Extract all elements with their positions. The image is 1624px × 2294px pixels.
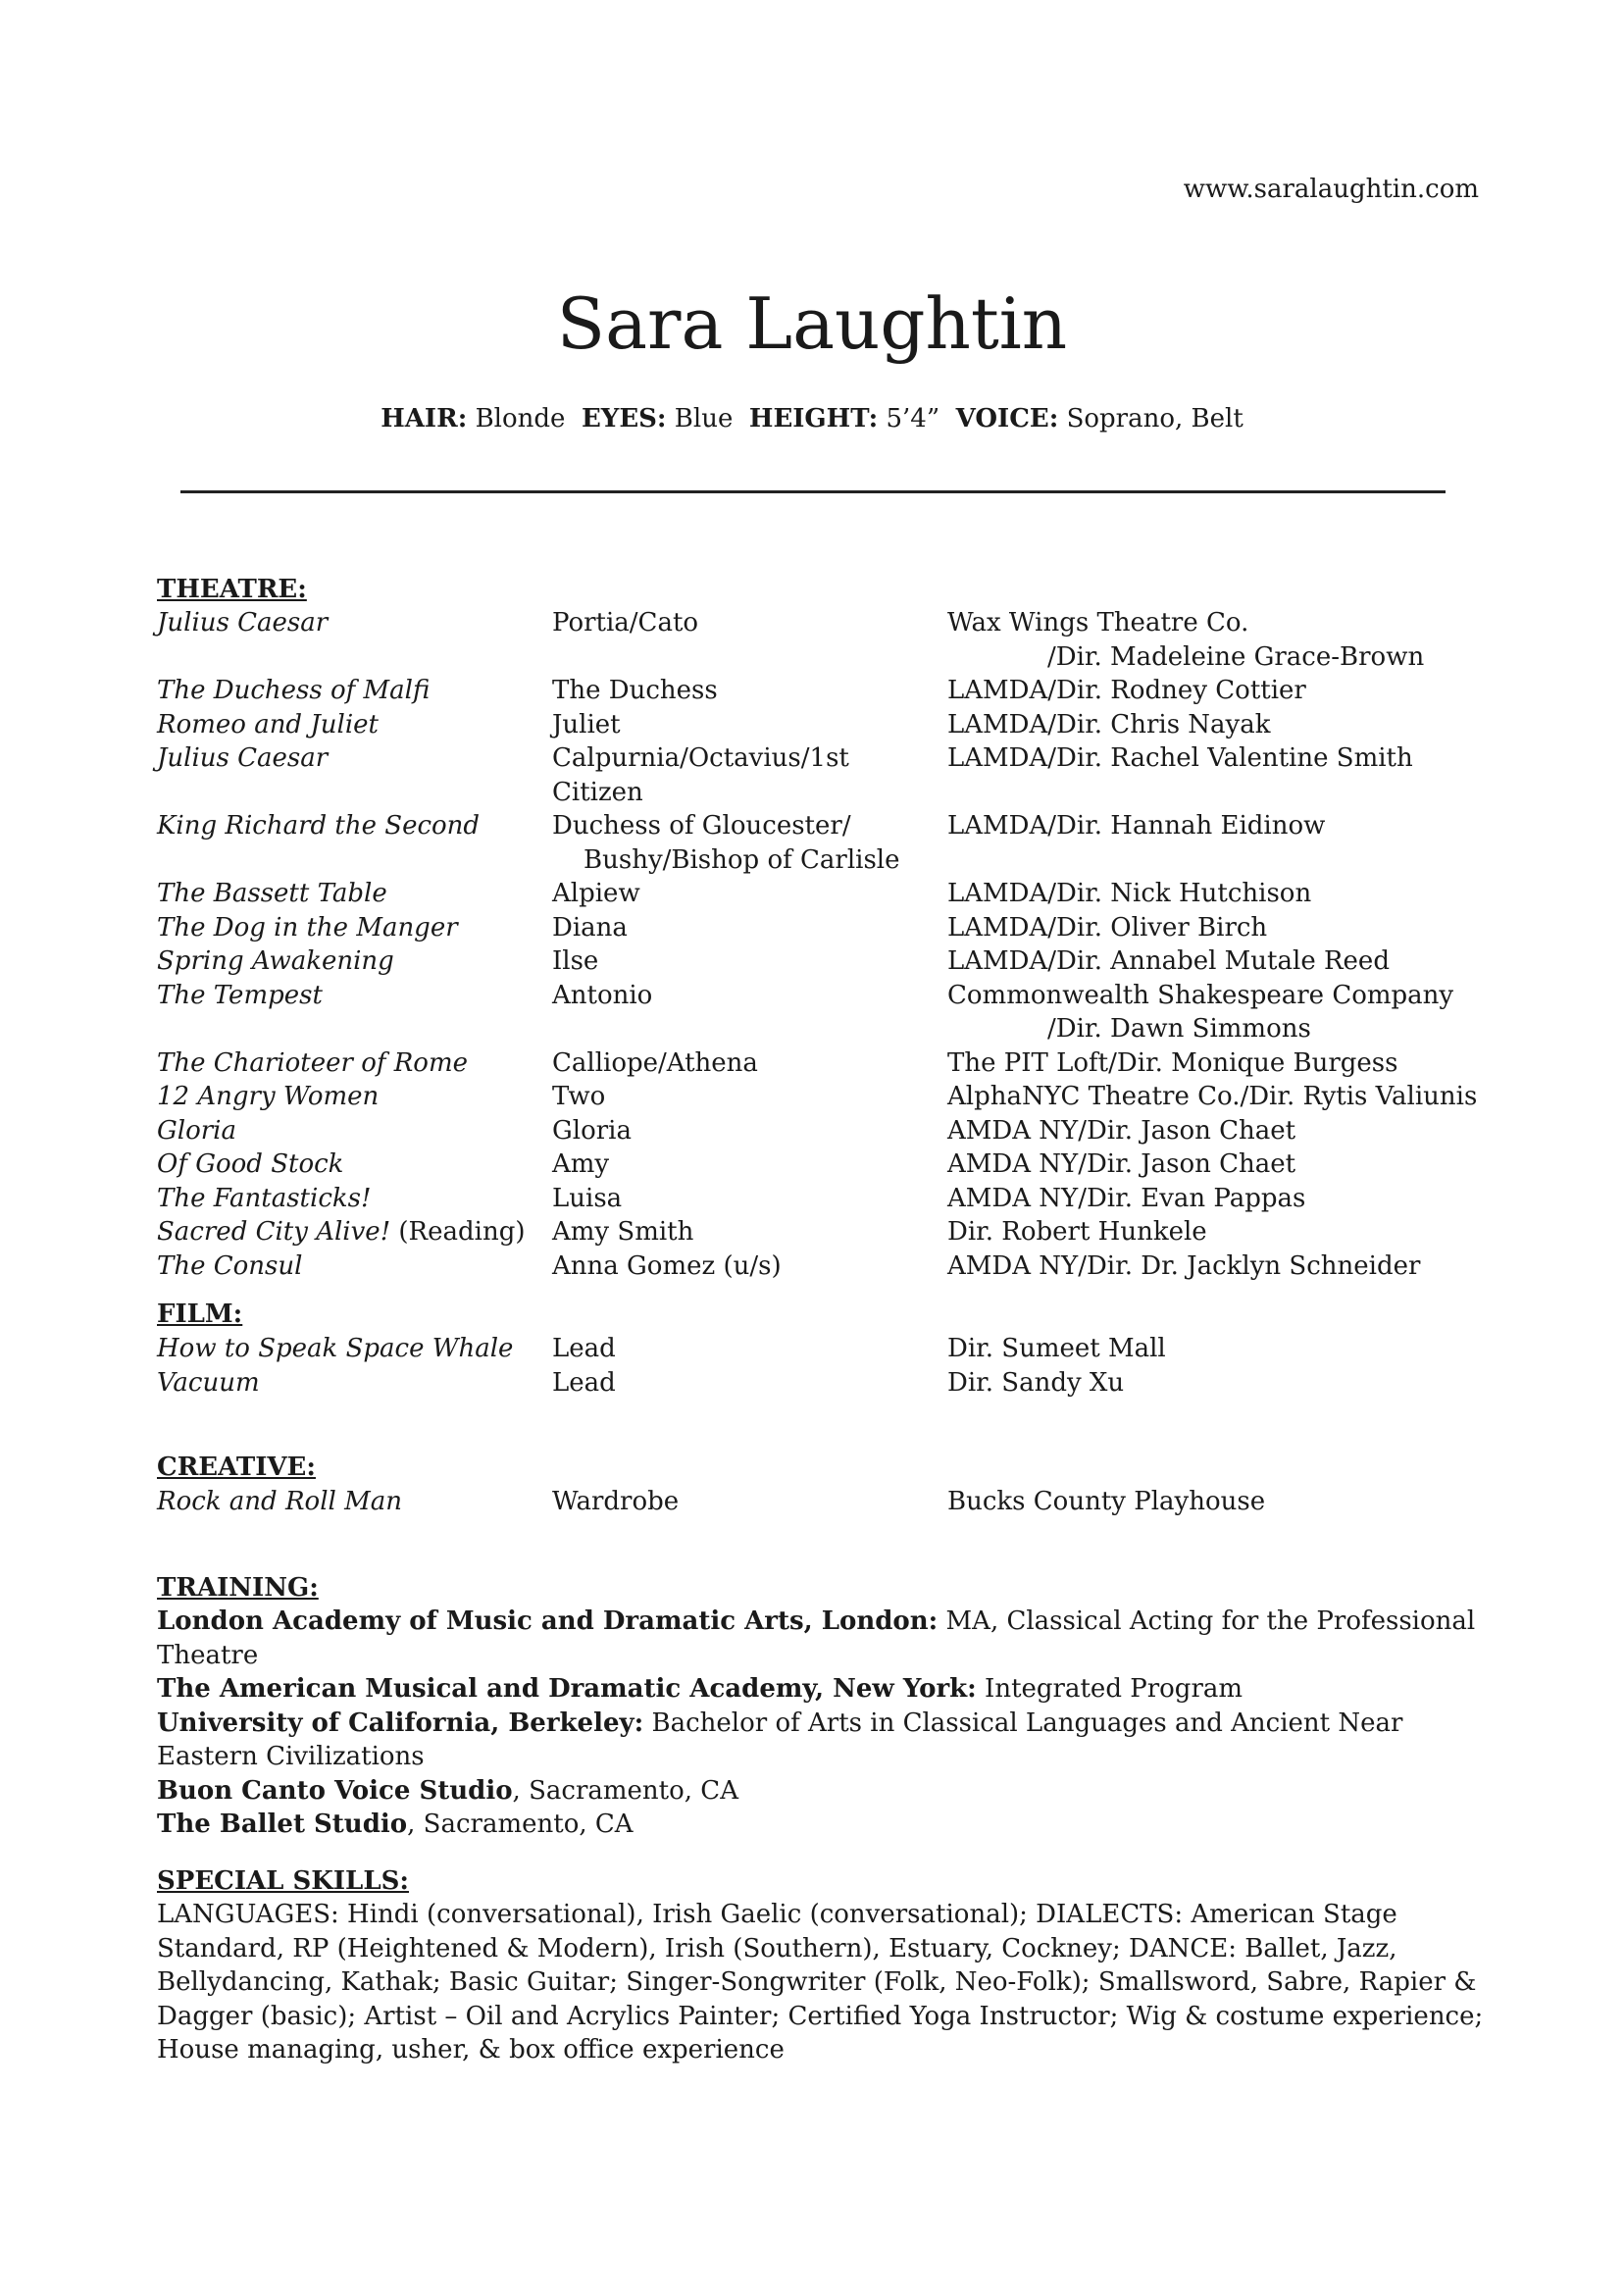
credit-role-cell — [552, 1249, 947, 1284]
credit-row — [157, 877, 1491, 911]
credit-title-cell — [157, 877, 552, 911]
credit-role-cell — [552, 1215, 947, 1249]
credit-title: The Tempest — [157, 980, 323, 1010]
credit-row — [157, 708, 1491, 742]
credit-title: The Bassett Table — [157, 879, 387, 908]
credit-role: Amy — [552, 1149, 610, 1179]
credit-company-cell — [947, 741, 1491, 809]
credit-role: Luisa — [552, 1183, 623, 1213]
credit-row — [157, 1485, 1491, 1519]
credit-role-continued: Bushy/Bishop of Carlisle — [584, 844, 900, 875]
credit-title: The Fantasticks! — [157, 1183, 372, 1213]
credit-role: Lead — [552, 1367, 616, 1398]
credit-role: Duchess of Gloucester/ — [552, 811, 851, 841]
credit-company-cell — [947, 979, 1491, 1046]
training-detail: , Sacramento, CA — [512, 1775, 738, 1806]
credit-row — [157, 1080, 1491, 1114]
credit-title: Julius Caesar — [157, 743, 329, 773]
credit-role-cell — [552, 877, 947, 911]
credit-row — [157, 1366, 1491, 1401]
credit-role-cell — [552, 1147, 947, 1182]
training-detail: , Sacramento, CA — [407, 1810, 634, 1839]
training-school: Buon Canto Voice Studio — [157, 1775, 513, 1806]
credit-role: Wardrobe — [552, 1487, 680, 1516]
credit-title-cell — [157, 1080, 552, 1114]
credit-company: LAMDA/Dir. Rodney Cottier — [947, 676, 1306, 705]
credit-role-cell — [552, 1114, 947, 1148]
credit-company-cell — [947, 1332, 1491, 1366]
training-item — [157, 1672, 1491, 1707]
credit-title: The Duchess of Malfi — [157, 676, 431, 705]
credit-title: Sacred City Alive! — [157, 1217, 391, 1247]
credit-row — [157, 1147, 1491, 1182]
credit-company-continued: /Dir. Madeleine Grace-Brown — [1047, 641, 1425, 672]
credit-row — [157, 1046, 1491, 1081]
theatre-credits — [157, 606, 1491, 1283]
training-school: London Academy of Music and Dramatic Arts, London: — [157, 1606, 939, 1636]
credit-company: LAMDA/Dir. Hannah Eidinow — [947, 811, 1326, 841]
credit-title-cell — [157, 708, 552, 742]
credit-title: The Dog in the Manger — [157, 912, 458, 943]
credit-row — [157, 1114, 1491, 1148]
credit-company: Wax Wings Theatre Co. — [947, 608, 1249, 637]
credit-company: AMDA NY/Dir. Jason Chaet — [947, 1149, 1296, 1179]
credit-title: Julius Caesar — [157, 608, 329, 637]
training-detail: Integrated Program — [976, 1674, 1243, 1704]
credit-title: How to Speak Space Whale — [157, 1334, 514, 1363]
credit-role: Calliope/Athena — [552, 1047, 758, 1078]
credit-company: AlphaNYC Theatre Co./Dir. Rytis Valiunis — [947, 1082, 1478, 1111]
credit-title: The Charioteer of Rome — [157, 1047, 469, 1078]
credit-role: Alpiew — [552, 879, 640, 908]
credit-role-cell — [552, 1182, 947, 1216]
stat-label: VOICE: — [955, 404, 1059, 433]
theatre-heading: THEATRE: — [157, 575, 307, 604]
credit-row — [157, 1182, 1491, 1216]
credit-title-cell — [157, 1215, 552, 1249]
credit-role-cell — [552, 1046, 947, 1081]
credit-role: The Duchess — [552, 676, 718, 705]
credit-company-cell — [947, 1249, 1491, 1284]
credit-title-cell — [157, 1147, 552, 1182]
credit-company-cell — [947, 606, 1491, 674]
credit-row — [157, 979, 1491, 1046]
credit-role: Amy Smith — [552, 1217, 694, 1247]
credit-title-cell — [157, 741, 552, 809]
website-link[interactable]: www.saralaughtin.com — [1183, 175, 1479, 204]
credit-company-cell — [947, 1046, 1491, 1081]
credit-company-cell — [947, 1114, 1491, 1148]
credit-company-cell — [947, 1366, 1491, 1401]
stat-label: EYES: — [581, 404, 667, 433]
credit-company: LAMDA/Dir. Rachel Valentine Smith — [947, 743, 1413, 773]
credit-company: Commonwealth Shakespeare Company — [947, 980, 1454, 1010]
credit-company-cell — [947, 1485, 1491, 1519]
credit-title-cell — [157, 1114, 552, 1148]
credit-role: Juliet — [552, 709, 621, 739]
credit-row — [157, 911, 1491, 945]
credit-title-cell — [157, 1332, 552, 1366]
stat-value: Blue — [674, 404, 734, 433]
credit-company-cell — [947, 674, 1491, 708]
credit-row — [157, 1249, 1491, 1284]
credit-row — [157, 1215, 1491, 1249]
credit-role-cell — [552, 979, 947, 1046]
credit-row — [157, 1332, 1491, 1366]
credit-role: Diana — [552, 912, 628, 943]
credit-row — [157, 674, 1491, 708]
credit-company: Dir. Sandy Xu — [947, 1367, 1125, 1398]
credit-role-cell — [552, 1485, 947, 1519]
credit-title: Gloria — [157, 1115, 236, 1146]
credit-title-cell — [157, 979, 552, 1046]
stat-label: HAIR: — [381, 404, 468, 433]
credit-company-cell — [947, 944, 1491, 979]
credit-role-cell — [552, 911, 947, 945]
credit-title: Rock and Roll Man — [157, 1487, 402, 1516]
credit-role-cell — [552, 1080, 947, 1114]
credit-company: AMDA NY/Dir. Jason Chaet — [947, 1115, 1296, 1146]
credit-company: LAMDA/Dir. Nick Hutchison — [947, 879, 1312, 908]
credit-company-cell — [947, 1147, 1491, 1182]
credit-title-cell — [157, 606, 552, 674]
credit-company-cell — [947, 877, 1491, 911]
credit-role-cell — [552, 741, 947, 809]
credit-company: LAMDA/Dir. Annabel Mutale Reed — [947, 946, 1390, 976]
credit-row — [157, 606, 1491, 674]
credit-company: AMDA NY/Dir. Dr. Jacklyn Schneider — [947, 1250, 1421, 1281]
credit-company-continued: /Dir. Dawn Simmons — [1047, 1014, 1311, 1044]
credit-row — [157, 809, 1491, 877]
credit-title: Romeo and Juliet — [157, 709, 379, 739]
training-detail: Bachelor of Arts in Classical Languages and Ancient Near Eastern Civilizations — [157, 1708, 1403, 1771]
credit-company: Bucks County Playhouse — [947, 1487, 1266, 1516]
training-school: University of California, Berkeley: — [157, 1708, 644, 1738]
divider — [180, 490, 1446, 493]
credit-company-cell — [947, 911, 1491, 945]
credit-role-cell — [552, 708, 947, 742]
credit-title: 12 Angry Women — [157, 1082, 380, 1111]
credit-title-cell — [157, 944, 552, 979]
training-heading: TRAINING: — [157, 1573, 319, 1603]
credit-company: LAMDA/Dir. Oliver Birch — [947, 912, 1268, 943]
credit-company: LAMDA/Dir. Chris Nayak — [947, 709, 1271, 739]
credit-role: Calpurnia/Octavius/1st Citizen — [552, 743, 849, 807]
training-item — [157, 1707, 1491, 1774]
credit-role: Lead — [552, 1334, 616, 1363]
training-detail: MA, Classical Acting for the Professional Theatre — [157, 1606, 1476, 1670]
credit-company-cell — [947, 1182, 1491, 1216]
credit-company: Dir. Robert Hunkele — [947, 1217, 1207, 1247]
stat-value: 5’4” — [886, 404, 940, 433]
credit-title-cell — [157, 1046, 552, 1081]
credit-role: Gloria — [552, 1115, 632, 1146]
credit-company-cell — [947, 708, 1491, 742]
training-list — [157, 1605, 1491, 1842]
credit-title-cell — [157, 1249, 552, 1284]
training-school: The American Musical and Dramatic Academy, New York: — [157, 1674, 977, 1704]
credit-company: AMDA NY/Dir. Evan Pappas — [947, 1183, 1306, 1213]
credit-title-cell — [157, 1485, 552, 1519]
credit-role: Portia/Cato — [552, 608, 699, 637]
page-title: Sara Laughtin — [556, 282, 1068, 365]
credit-company-cell — [947, 1215, 1491, 1249]
credit-role-cell — [552, 944, 947, 979]
credit-title-cell — [157, 911, 552, 945]
stat-label: HEIGHT: — [748, 404, 879, 433]
credit-company-cell — [947, 809, 1491, 877]
training-school: The Ballet Studio — [157, 1810, 408, 1839]
credit-role-cell — [552, 606, 947, 674]
credit-company: The PIT Loft/Dir. Monique Burgess — [947, 1047, 1398, 1078]
skills-text: LANGUAGES: Hindi (conversational), Irish Gaelic (conversational); DIALECTS: American Stage Standard, RP (Heightened & Modern), Irish (Southern), Estuary, Cockney; DANCE: Ballet, Jazz, Bellydancing, Kathak; Basic Guitar; Singer-Songwriter (Folk, Neo-Folk); Smallsword, Sabre, Rapier & Dagger (basic); Artist – Oil and Acrylics Painter; Certified Yoga Instructor; Wig & costume experience; House managing, usher, & box office experience — [157, 1900, 1484, 2065]
credit-title: Spring Awakening — [157, 946, 394, 976]
credit-title-cell — [157, 809, 552, 877]
training-item — [157, 1605, 1491, 1672]
credit-role-cell — [552, 674, 947, 708]
training-item — [157, 1808, 1491, 1842]
credit-role: Antonio — [552, 980, 653, 1010]
stat-value: Blonde — [475, 404, 566, 433]
credit-title-cell — [157, 1182, 552, 1216]
credit-title: Vacuum — [157, 1367, 260, 1398]
credit-company-cell — [947, 1080, 1491, 1114]
credit-title: Of Good Stock — [157, 1149, 344, 1179]
stat-value: Soprano, Belt — [1066, 404, 1243, 433]
credit-role-cell — [552, 809, 947, 877]
film-credits — [157, 1332, 1491, 1400]
credit-title: King Richard the Second — [157, 811, 481, 841]
film-heading: FILM: — [157, 1300, 243, 1329]
credit-row — [157, 741, 1491, 809]
credit-role-cell — [552, 1366, 947, 1401]
credit-title: The Consul — [157, 1250, 303, 1281]
credit-title-cell — [157, 1366, 552, 1401]
credit-title-note: (Reading) — [390, 1217, 526, 1247]
credit-row — [157, 944, 1491, 979]
credit-title-cell — [157, 674, 552, 708]
credit-company: Dir. Sumeet Mall — [947, 1334, 1166, 1363]
credit-role: Two — [552, 1082, 606, 1111]
credit-role: Anna Gomez (u/s) — [552, 1250, 782, 1281]
credit-role-cell — [552, 1332, 947, 1366]
credit-role: Ilse — [552, 946, 599, 976]
physical-stats — [0, 404, 1624, 433]
training-item — [157, 1774, 1491, 1809]
creative-credits — [157, 1485, 1491, 1519]
creative-heading: CREATIVE: — [157, 1453, 316, 1482]
skills-heading: SPECIAL SKILLS: — [157, 1866, 409, 1896]
